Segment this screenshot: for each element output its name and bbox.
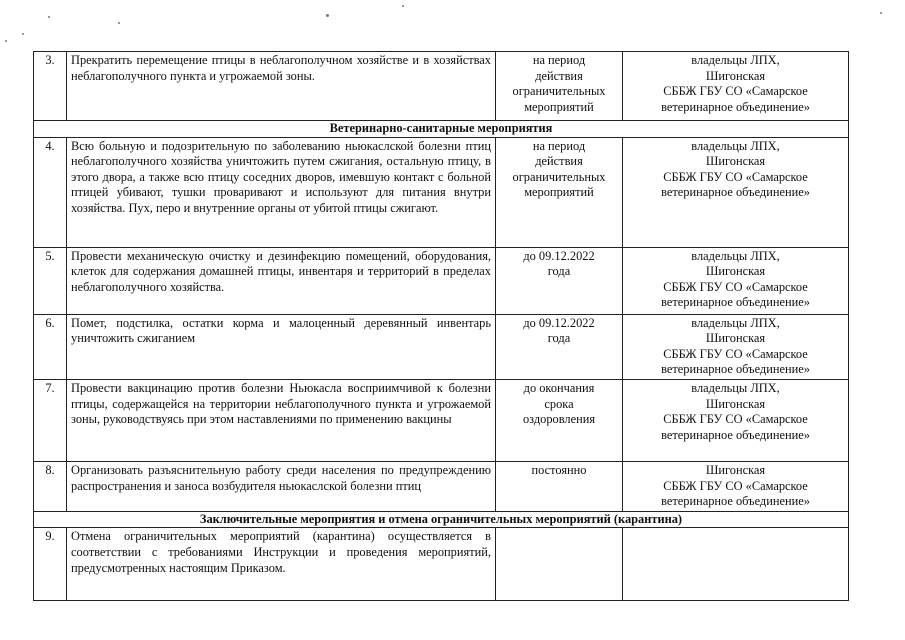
measure-text: Отмена ограничительных мероприятий (карантина) осуществляется в соответствии с требованиями Инструкции и проведения мероприятий, предусмотренных настоящим Приказом. [67,528,496,601]
responsible-cell [623,314,849,379]
term-cell [496,52,623,121]
responsible-line: Шигонская [705,264,766,279]
term-cell [496,528,623,601]
scan-speck [118,22,120,24]
term-line: действия [535,68,583,83]
term-line: мероприятий [524,185,594,200]
measure-text: Помет, подстилка, остатки корма и малоценный деревянный инвентарь уничтожить сжиганием [67,314,496,379]
responsible-line: владельцы ЛПХ, [691,380,780,395]
measure-text: Провести вакцинацию против болезни Ньюкасла восприимчивой к болезни птицы, содержащейся на территории неблагополучного пункта и угрожаемой зоны, руководствуясь при этом наставлениями по применению вакцины [67,379,496,461]
section-row [34,511,849,528]
measure-text: Организовать разъяснительную работу среди населения по предупреждению распространения и заноса возбудителя ньюкаслской болезни птиц [67,461,496,511]
responsible-line: Шигонская [705,462,766,477]
row-number: 6. [34,314,67,379]
row-number: 9. [34,528,67,601]
table-row [34,461,849,511]
scan-speck [5,40,7,42]
responsible-cell [623,379,849,461]
term-line: мероприятий [524,99,594,114]
responsible-line: ветеринарное объединение» [661,494,810,509]
table-row [34,314,849,379]
responsible-cell [623,528,849,601]
scan-speck [326,14,329,17]
row-number: 4. [34,137,67,247]
responsible-cell [623,461,849,511]
responsible-cell [623,247,849,314]
scan-speck [880,12,882,14]
term-cell [496,461,623,511]
term-line: действия [535,154,583,169]
section-row [34,121,849,138]
row-number: 8. [34,461,67,511]
term-line: до 09.12.2022 [523,248,595,263]
responsible-line: СББЖ ГБУ СО «Самарское [663,478,808,493]
responsible-line: ветеринарное объединение» [661,362,810,377]
table-row [34,379,849,461]
term-line: ограничительных [512,169,606,184]
responsible-line: СББЖ ГБУ СО «Самарское [663,412,808,427]
table-row [34,137,849,247]
term-line: на период [532,138,586,153]
section-heading: Заключительные мероприятия и отмена ограничительных мероприятий (карантина) [34,511,849,528]
term-line: постоянно [531,462,587,477]
responsible-line: владельцы ЛПХ, [691,248,780,263]
term-cell [496,379,623,461]
section-heading: Ветеринарно-санитарные мероприятия [34,121,849,138]
term-line: до 09.12.2022 [523,315,595,330]
responsible-line: Шигонская [705,396,766,411]
term-cell [496,314,623,379]
term-line: оздоровления [522,412,596,427]
term-line: до окончания [523,380,595,395]
measure-text: Всю больную и подозрительную по заболеванию ньюкаслской болезни птиц неблагополучного хозяйства уничтожить путем сжигания, остальную птицу, в этого двора, а также всю птицу соседних дворов, имевшую контакт с больной птицей убивают, тушки проваривают и используют для питания внутри хозяйства. Пух, перо и внутренние органы от убитой птицы сжигают. [67,137,496,247]
term-line: ограничительных [512,84,606,99]
responsible-line: ветеринарное объединение» [661,295,810,310]
responsible-line: Шигонская [705,68,766,83]
scan-speck [48,16,50,18]
responsible-line: владельцы ЛПХ, [691,315,780,330]
measures-table [33,51,849,601]
responsible-line: ветеринарное объединение» [661,99,810,114]
responsible-line: СББЖ ГБУ СО «Самарское [663,279,808,294]
term-line: года [547,331,571,346]
table-row [34,52,849,121]
scan-speck [22,33,24,35]
row-number: 3. [34,52,67,121]
responsible-line: Шигонская [705,154,766,169]
term-line: года [547,264,571,279]
term-cell [496,137,623,247]
responsible-line: ветеринарное объединение» [661,427,810,442]
table-row [34,528,849,601]
responsible-cell [623,52,849,121]
term-line: срока [544,396,574,411]
responsible-line: СББЖ ГБУ СО «Самарское [663,84,808,99]
responsible-line: СББЖ ГБУ СО «Самарское [663,346,808,361]
responsible-line: СББЖ ГБУ СО «Самарское [663,169,808,184]
measure-text: Прекратить перемещение птицы в неблагополучном хозяйстве и в хозяйствах неблагополучного пункта и угрожаемой зоны. [67,52,496,121]
responsible-line: владельцы ЛПХ, [691,138,780,153]
responsible-line: Шигонская [705,331,766,346]
row-number: 7. [34,379,67,461]
term-cell [496,247,623,314]
scan-speck [402,5,404,7]
measure-text: Провести механическую очистку и дезинфекцию помещений, оборудования, клеток для содержания домашней птицы, инвентаря и территорий в пределах неблагополучного хозяйства. [67,247,496,314]
responsible-cell [623,137,849,247]
row-number: 5. [34,247,67,314]
responsible-line: владельцы ЛПХ, [691,53,780,67]
term-line: на период [532,53,586,67]
table-row [34,247,849,314]
responsible-line: ветеринарное объединение» [661,185,810,200]
